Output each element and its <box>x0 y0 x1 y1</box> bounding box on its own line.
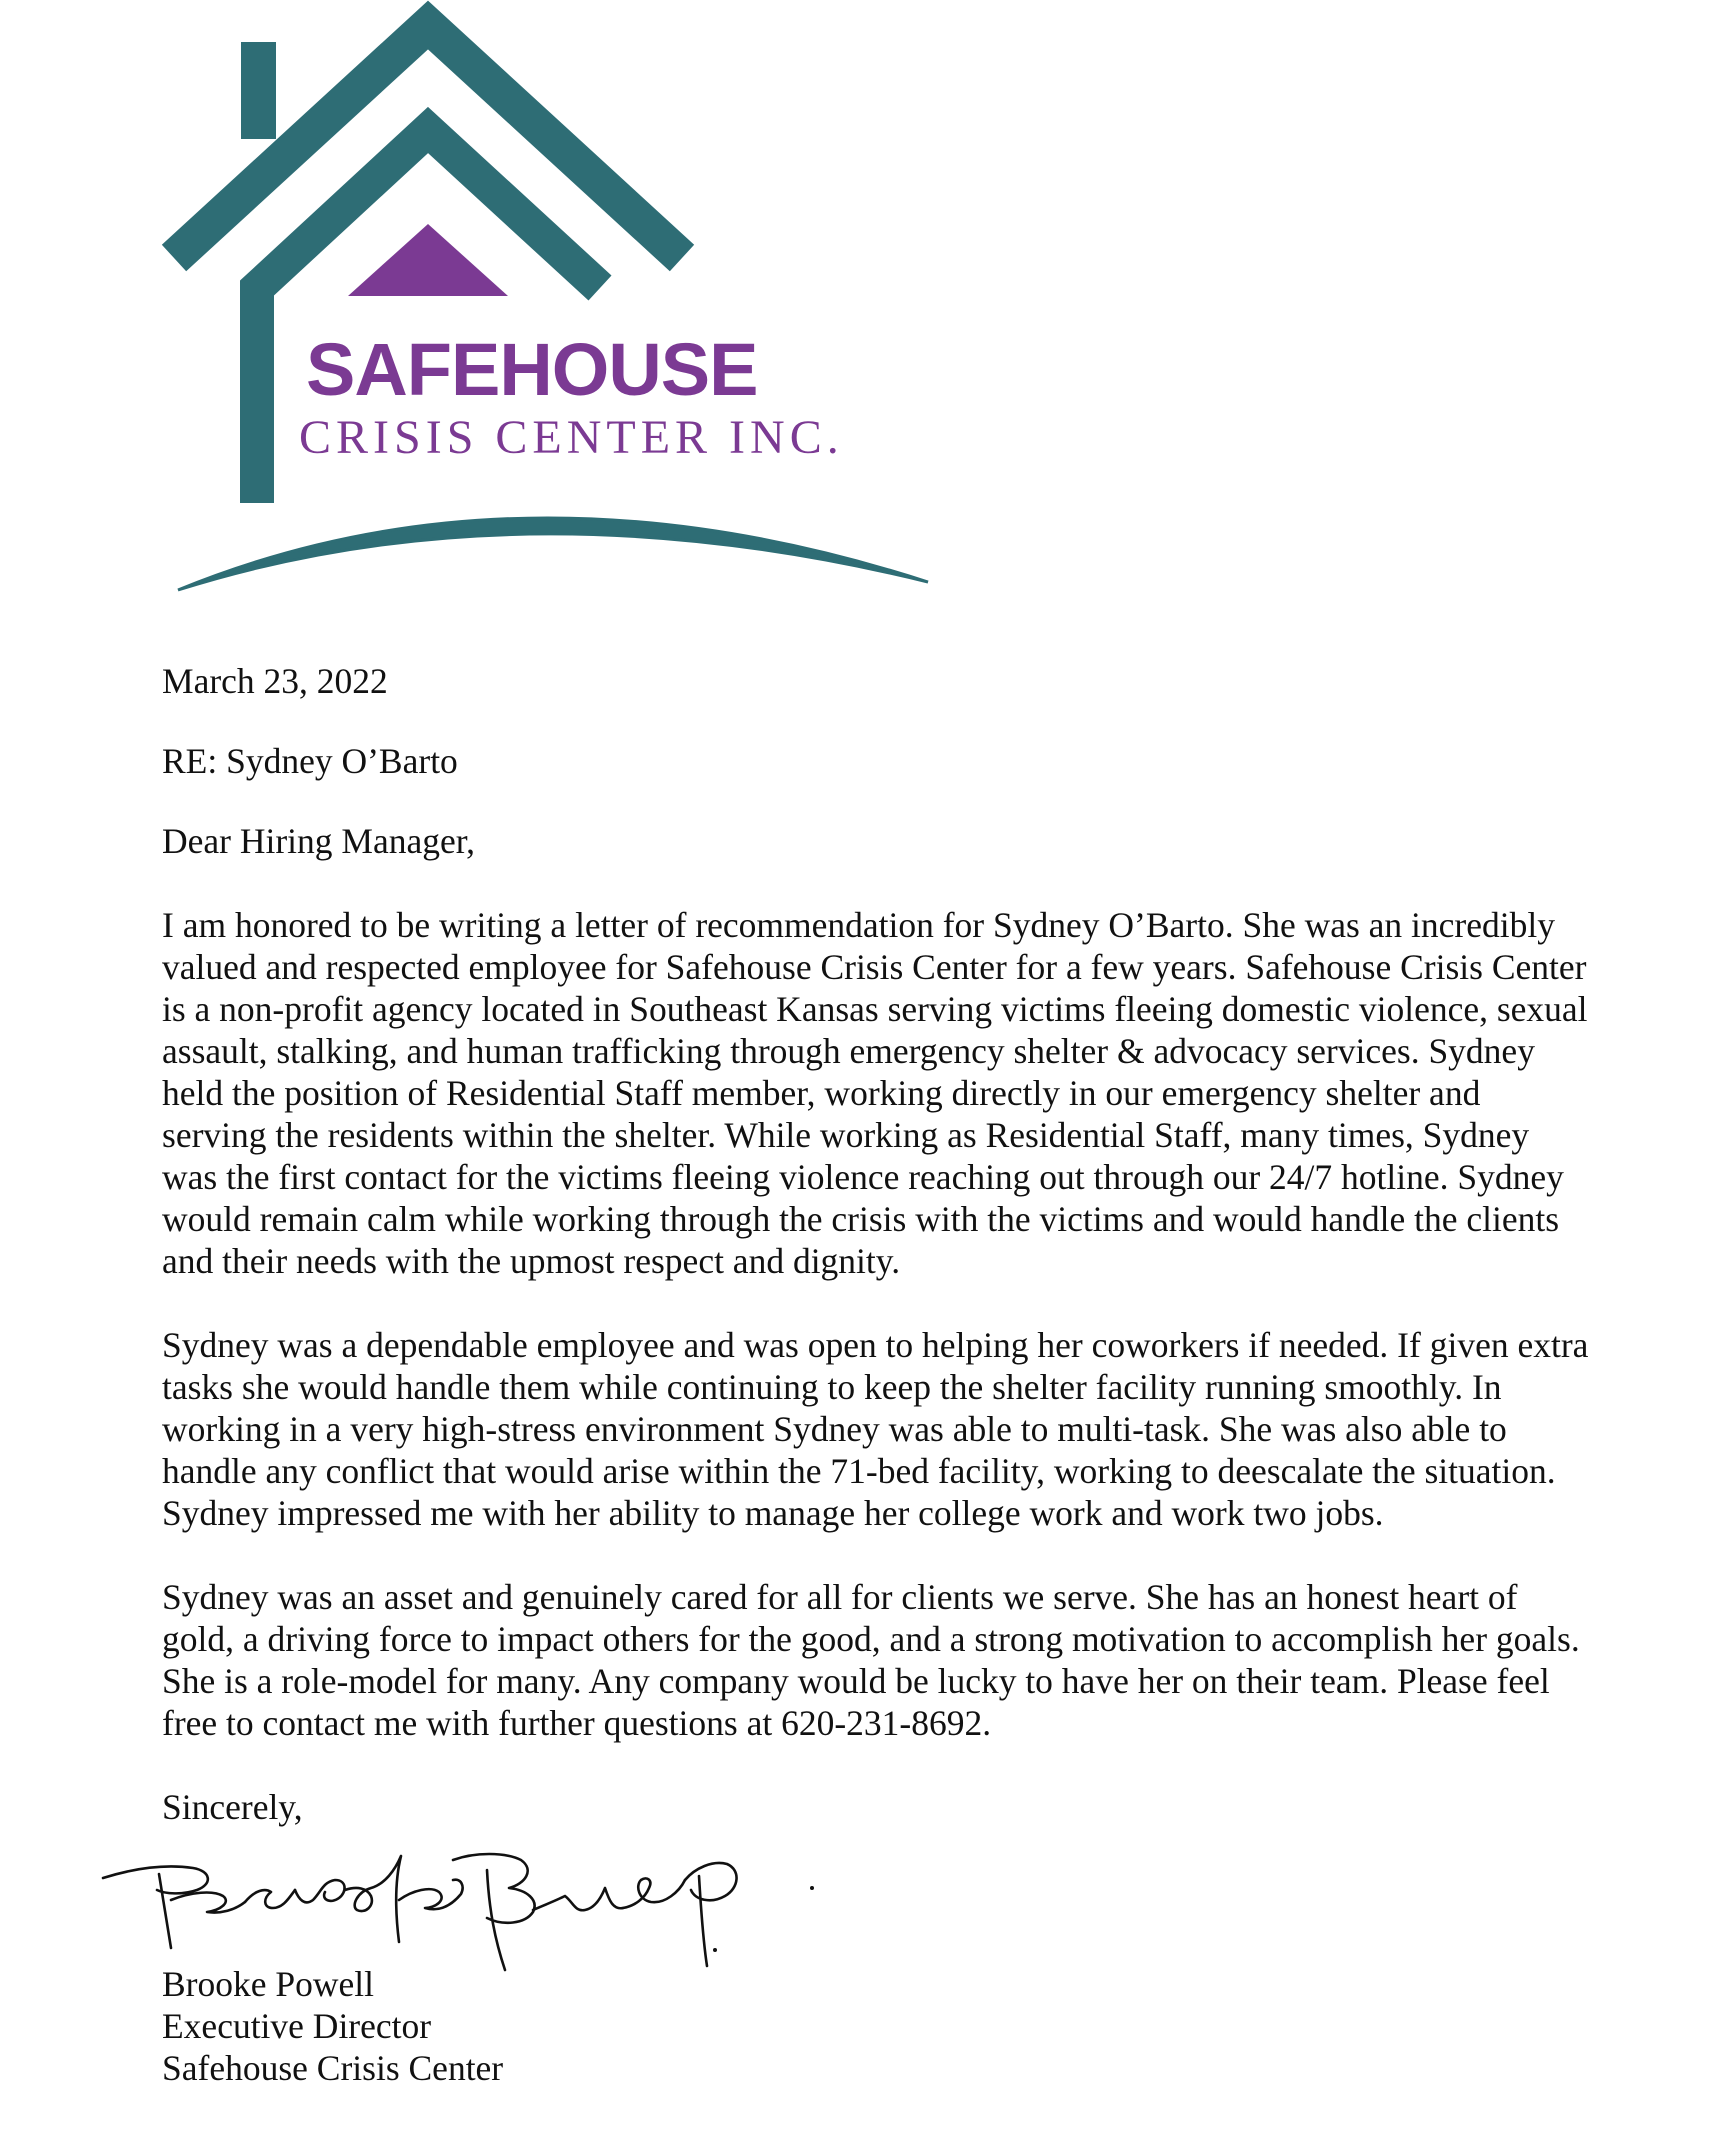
letter-body <box>162 660 1592 1828</box>
letter-closing: Sincerely, <box>162 1787 303 1827</box>
signer-block <box>162 1963 503 2089</box>
signature-dot <box>713 1948 717 1952</box>
letter-paragraph: Sydney was an asset and genuinely cared for all for clients we serve. She has an honest heart of gold, a driving force to impact others for the good, and a strong motivation to accomplish her goals. She is a role-model for many. Any company would be lucky to have her on their team. Please feel free to contact me with further questions at 620-231-8692. <box>162 1577 1580 1743</box>
signer-organization: Safehouse Crisis Center <box>162 2048 504 2088</box>
signer-name: Brooke Powell <box>162 1964 374 2004</box>
logo-purple-triangle <box>348 224 508 296</box>
signature-dot <box>810 1886 814 1890</box>
letter-salutation: Dear Hiring Manager, <box>162 821 476 861</box>
logo-brand-subtitle: CRISIS CENTER INC. <box>299 411 844 464</box>
logo-brand-name: SAFEHOUSE <box>306 328 758 411</box>
letter-subject: RE: Sydney O’Barto <box>162 741 458 781</box>
letter-date: March 23, 2022 <box>162 661 388 701</box>
signer-title: Executive Director <box>162 2006 432 2046</box>
safehouse-logo <box>0 0 1726 620</box>
handwritten-signature <box>95 1830 835 1980</box>
letter-paragraph: I am honored to be writing a letter of recommendation for Sydney O’Barto. She was an incredibly valued and respected employee for Safehouse Crisis Center for a few years. Safehouse Crisis Center is a non-profit agency located in Southeast Kansas serving victims fleeing domestic violence, sexual assault, stalking, and human trafficking through emergency shelter & advocacy services. Sydney held the position of Residential Staff member, working directly in our emergency shelter and serving the residents within the shelter. While working as Residential Staff, many times, Sydney was the first contact for the victims fleeing violence reaching out through our 24/7 hotline. Sydney would remain calm while working through the crisis with the victims and would handle the clients and their needs with the upmost respect and dignity. <box>162 905 1588 1281</box>
logo-swoosh <box>178 518 928 590</box>
logo-chimney <box>241 42 276 139</box>
letter-paragraph: Sydney was a dependable employee and was open to helping her coworkers if needed. If given extra tasks she would handle them while continuing to keep the shelter facility running smoothly. In working in a very high-stress environment Sydney was able to multi-task. She was also able to handle any conflict that would arise within the 71-bed facility, working to deescalate the situation. Sydney impressed me with her ability to manage her college work and work two jobs. <box>162 1325 1589 1533</box>
